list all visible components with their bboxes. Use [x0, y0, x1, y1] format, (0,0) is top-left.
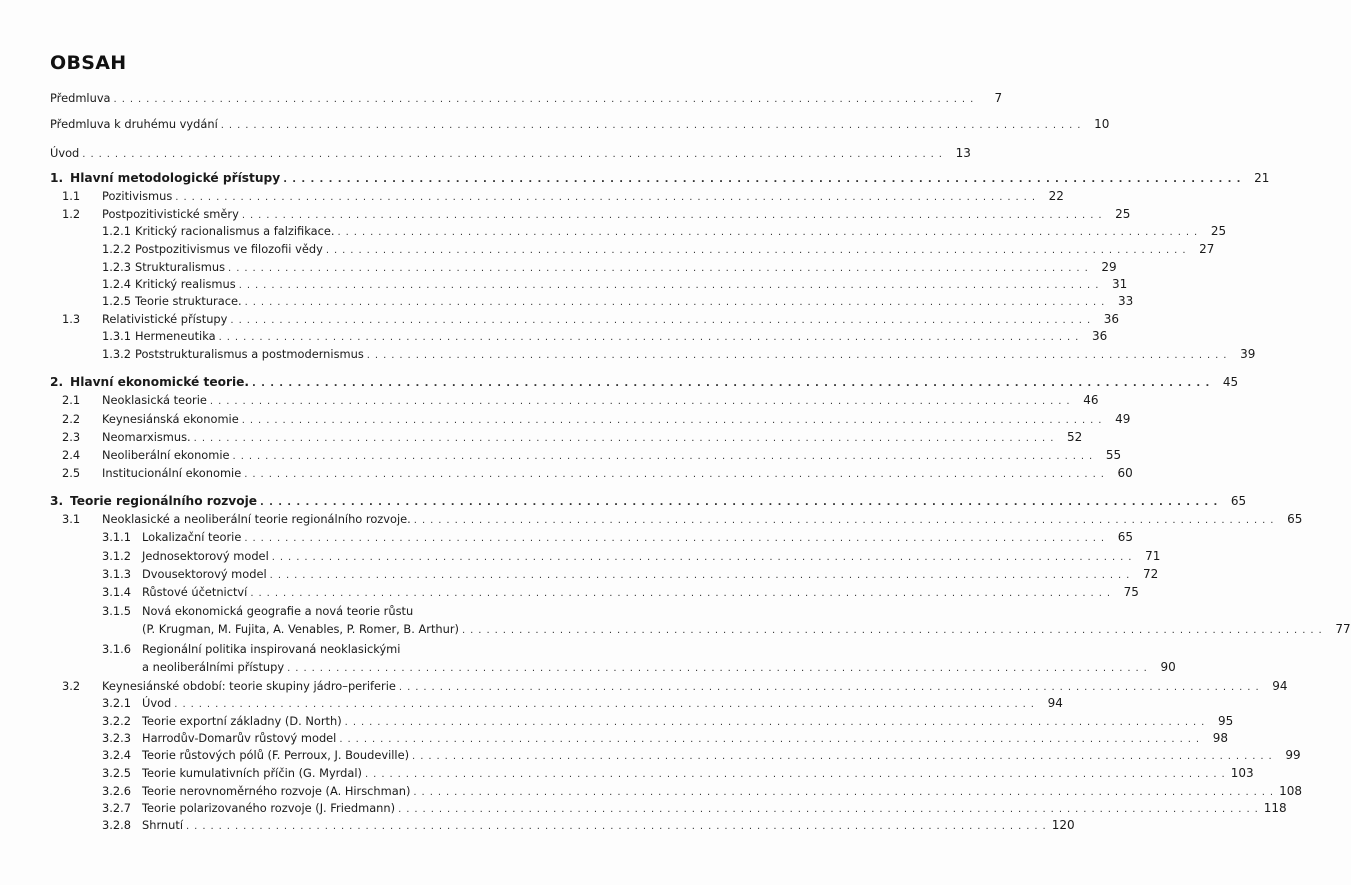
toc-entry — [50, 222, 1227, 240]
toc-entry-label: (P. Krugman, M. Fujita, A. Venables, P. Romer, B. Arthur) — [142, 622, 459, 636]
dot-leader — [210, 393, 1071, 411]
toc-entry — [50, 327, 1108, 345]
toc-entry — [50, 799, 1287, 817]
toc-entry — [50, 292, 1134, 310]
toc-entry-label: Teorie exportní základny (D. North) — [142, 714, 342, 728]
toc-entry-label: Neoklasické a neoliberální teorie regionálního rozvoje. — [102, 512, 411, 526]
toc-entry-page-number: 27 — [1199, 242, 1215, 256]
toc-entry — [50, 373, 1239, 391]
dot-leader — [244, 466, 1105, 484]
toc-entry-label: Neoklasická teorie — [102, 393, 207, 407]
toc-entry — [50, 446, 1122, 464]
toc-entry-label: Úvod — [50, 146, 80, 160]
toc-entry-page-number: 95 — [1217, 714, 1234, 728]
toc-entry-page-number: 90 — [1160, 660, 1176, 674]
toc-entry-number: 1.3.1 — [102, 329, 131, 343]
toc-entry-page-number: 13 — [955, 146, 971, 160]
toc-entry — [50, 694, 1063, 712]
toc-entry-label: Shrnutí — [142, 818, 184, 832]
toc-entry-label: Keynesiánské období: teorie skupiny jádro–periferie — [102, 679, 396, 693]
toc-entry-label: Institucionální ekonomie — [102, 466, 242, 480]
toc-entry-label: Teorie regionálního rozvoje — [70, 494, 258, 508]
toc-entry — [50, 275, 1128, 293]
toc-entry-number: 1.1 — [62, 189, 81, 203]
toc-entry-number: 3.2.2 — [102, 714, 131, 728]
dot-leader — [250, 585, 1111, 603]
toc-entry — [50, 410, 1131, 428]
toc-entry-number: 1.3 — [62, 312, 81, 326]
toc-entry-label: Poststrukturalismus a postmodernismus — [134, 347, 364, 361]
toc-entry-label: Neoliberální ekonomie — [102, 448, 230, 462]
toc-entry-page-number: 71 — [1145, 549, 1161, 563]
toc-entry-label: Předmluva — [50, 91, 111, 105]
toc-entry — [50, 746, 1301, 764]
toc-entry — [50, 602, 536, 620]
toc-entry — [50, 492, 1247, 510]
toc-entry-number: 3.1.2 — [102, 549, 131, 563]
toc-entry-number: 3.1.1 — [102, 530, 131, 544]
toc-entry-page-number: 108 — [1279, 784, 1302, 798]
toc-entry-label: Hlavní metodologické přístupy — [70, 171, 281, 185]
toc-entry-page-number: 99 — [1285, 748, 1301, 762]
toc-entry-label: Jednosektorový model — [142, 549, 269, 563]
toc-entry — [50, 89, 1003, 107]
toc-entry-number: 2.2 — [62, 412, 81, 426]
toc-entry-number: 3.2.5 — [102, 766, 131, 780]
toc-entry-label: Teorie růstových pólů (F. Perroux, J. Boudeville) — [142, 748, 410, 762]
dot-leader — [287, 660, 1148, 678]
toc-entry-number: 3.1.5 — [102, 604, 131, 618]
toc-entry — [50, 391, 1099, 409]
toc-entry — [50, 169, 1270, 187]
toc-entry — [50, 310, 1120, 328]
toc-entry — [50, 187, 1064, 205]
dot-leader — [462, 622, 1323, 640]
toc-entry — [50, 658, 1176, 676]
toc-entry-number: 1.2.3 — [102, 260, 131, 274]
toc-entry-label: Postpozitivismus ve filozofii vědy — [134, 242, 323, 256]
toc-entry-number: 1.2.1 — [102, 224, 131, 238]
toc-entry-page-number: 118 — [1263, 801, 1287, 815]
toc-entry-number: 2.1 — [62, 393, 81, 407]
toc-entry — [50, 816, 1075, 834]
toc-entry-page-number: 29 — [1101, 260, 1117, 274]
toc-entry-label: Hlavní ekonomické teorie. — [70, 375, 250, 389]
toc-entry-number: 1.3.2 — [102, 347, 131, 361]
toc-entry-number: 2.5 — [62, 466, 81, 480]
toc-entry-page-number: 45 — [1222, 375, 1239, 389]
toc-entry-page-number: 21 — [1254, 171, 1270, 185]
toc-entry — [50, 565, 1159, 583]
toc-entry-label: Lokalizační teorie — [142, 530, 242, 544]
dot-leader — [367, 347, 1228, 365]
toc-entry-number: 2. — [50, 375, 64, 389]
toc-entry-number: 3.2.4 — [102, 748, 131, 762]
toc-entry-number: 3.1.6 — [102, 642, 131, 656]
toc-entry-number: 1.2.5 — [102, 294, 131, 308]
toc-entry-number: 3.2.6 — [102, 784, 131, 798]
toc-entry-page-number: 52 — [1067, 430, 1083, 444]
toc-entry-label: Nová ekonomická geografie a nová teorie růstu — [142, 604, 414, 618]
toc-entry-page-number: 94 — [1272, 679, 1288, 693]
toc-entry — [50, 712, 1234, 730]
toc-entry-page-number: 65 — [1117, 530, 1133, 544]
toc-entry-page-number: 94 — [1047, 696, 1063, 710]
toc-entry-label: Strukturalismus — [134, 260, 226, 274]
toc-entry — [50, 583, 1139, 601]
toc-entry-label: Růstové účetnictví — [142, 585, 248, 599]
toc-entry-number: 1. — [50, 171, 64, 185]
toc-entry — [50, 620, 1351, 638]
dot-leader — [186, 818, 1047, 836]
toc-entry — [50, 510, 1303, 528]
dot-leader — [221, 117, 1082, 135]
toc-entry-number: 3.1.4 — [102, 585, 131, 599]
toc-entry-label: Kritický racionalismus a falzifikace. — [134, 224, 335, 238]
toc-entry — [50, 428, 1083, 446]
toc-entry-label: Hermeneutika — [134, 329, 216, 343]
toc-entry — [50, 782, 1302, 800]
dot-leader — [414, 512, 1275, 530]
toc-entry — [50, 547, 1161, 565]
toc-entry-page-number: 49 — [1115, 412, 1131, 426]
toc-entry-number: 2.3 — [62, 430, 81, 444]
toc-entry-page-number: 46 — [1083, 393, 1099, 407]
toc-entry-number: 3.2.3 — [102, 731, 131, 745]
toc-entry-label: Teorie nerovnoměrného rozvoje (A. Hirschman) — [142, 784, 411, 798]
toc-entry — [50, 464, 1133, 482]
page-title: OBSAH — [50, 52, 127, 74]
toc-entry-page-number: 39 — [1240, 347, 1256, 361]
toc-entry-number: 3.2.8 — [102, 818, 131, 832]
toc-entry-page-number: 25 — [1210, 224, 1227, 238]
toc-entry-label: Teorie polarizovaného rozvoje (J. Friedmann) — [142, 801, 396, 815]
toc-entry — [50, 240, 1215, 258]
dot-leader — [244, 530, 1105, 548]
toc-entry-number: 3. — [50, 494, 64, 508]
toc-entry-label: Neomarxismus. — [102, 430, 191, 444]
toc-entry-page-number: 72 — [1142, 567, 1159, 581]
dot-leader — [413, 784, 1274, 802]
toc-entry-page-number: 10 — [1094, 117, 1110, 131]
toc-entry-number: 1.2.4 — [102, 277, 131, 291]
toc-entry-label: Teorie strukturace. — [134, 294, 242, 308]
toc-entry — [50, 528, 1133, 546]
toc-entry-number: 2.4 — [62, 448, 81, 462]
toc-entry-page-number: 98 — [1212, 731, 1228, 745]
toc-entry-page-number: 7 — [994, 91, 1003, 105]
dot-leader — [114, 91, 975, 109]
toc-entry — [50, 205, 1131, 223]
toc-entry-page-number: 25 — [1115, 207, 1131, 221]
toc-entry — [50, 345, 1256, 363]
toc-entry — [50, 640, 536, 658]
toc-entry-page-number: 36 — [1091, 329, 1108, 343]
toc-entry — [50, 115, 1110, 133]
toc-entry-label: Postpozitivistické směry — [102, 207, 239, 221]
dot-leader — [82, 146, 943, 164]
toc-entry-number: 3.1.3 — [102, 567, 131, 581]
toc-entry-label: Dvousektorový model — [142, 567, 267, 581]
toc-entry — [50, 677, 1288, 695]
toc-entry-page-number: 22 — [1048, 189, 1064, 203]
toc-entry-label: Regionální politika inspirovaná neoklasickými — [142, 642, 401, 656]
toc-entry-label: Úvod — [142, 696, 172, 710]
toc-entry-page-number: 60 — [1117, 466, 1133, 480]
toc-entry-number: 3.2 — [62, 679, 81, 693]
toc-entry-label: Keynesiánská ekonomie — [102, 412, 239, 426]
toc-entry-number: 1.2 — [62, 207, 81, 221]
toc-entry-number: 3.2.1 — [102, 696, 131, 710]
toc-entry — [50, 729, 1228, 747]
dot-leader — [412, 748, 1273, 766]
toc-entry-number: 3.2.7 — [102, 801, 131, 815]
toc-entry-page-number: 33 — [1117, 294, 1134, 308]
toc-entry-label: Pozitivismus — [102, 189, 173, 203]
toc-entry-number: 1.2.2 — [102, 242, 131, 256]
toc-entry-label: Relativistické přístupy — [102, 312, 228, 326]
toc-entry — [50, 258, 1117, 276]
toc-entry-page-number: 65 — [1287, 512, 1303, 526]
toc-entry-page-number: 120 — [1051, 818, 1075, 832]
toc-entry-page-number: 36 — [1103, 312, 1120, 326]
toc-entry-page-number: 77 — [1335, 622, 1351, 636]
toc-entry-label: Předmluva k druhému vydání — [50, 117, 218, 131]
toc-entry-label: Teorie kumulativních příčin (G. Myrdal) — [142, 766, 362, 780]
toc-entry-label: Harrodův-Domarův růstový model — [142, 731, 337, 745]
toc-entry-page-number: 103 — [1230, 766, 1254, 780]
toc-entry-number: 3.1 — [62, 512, 81, 526]
toc-entry-label: Kritický realismus — [134, 277, 236, 291]
toc-entry — [50, 764, 1254, 782]
toc-entry-page-number: 55 — [1105, 448, 1122, 462]
toc-entry-label: a neoliberálními přístupy — [142, 660, 285, 674]
toc-entry — [50, 144, 971, 162]
toc-entry-page-number: 31 — [1112, 277, 1128, 291]
toc-entry-page-number: 75 — [1123, 585, 1139, 599]
toc-entry-page-number: 65 — [1230, 494, 1247, 508]
